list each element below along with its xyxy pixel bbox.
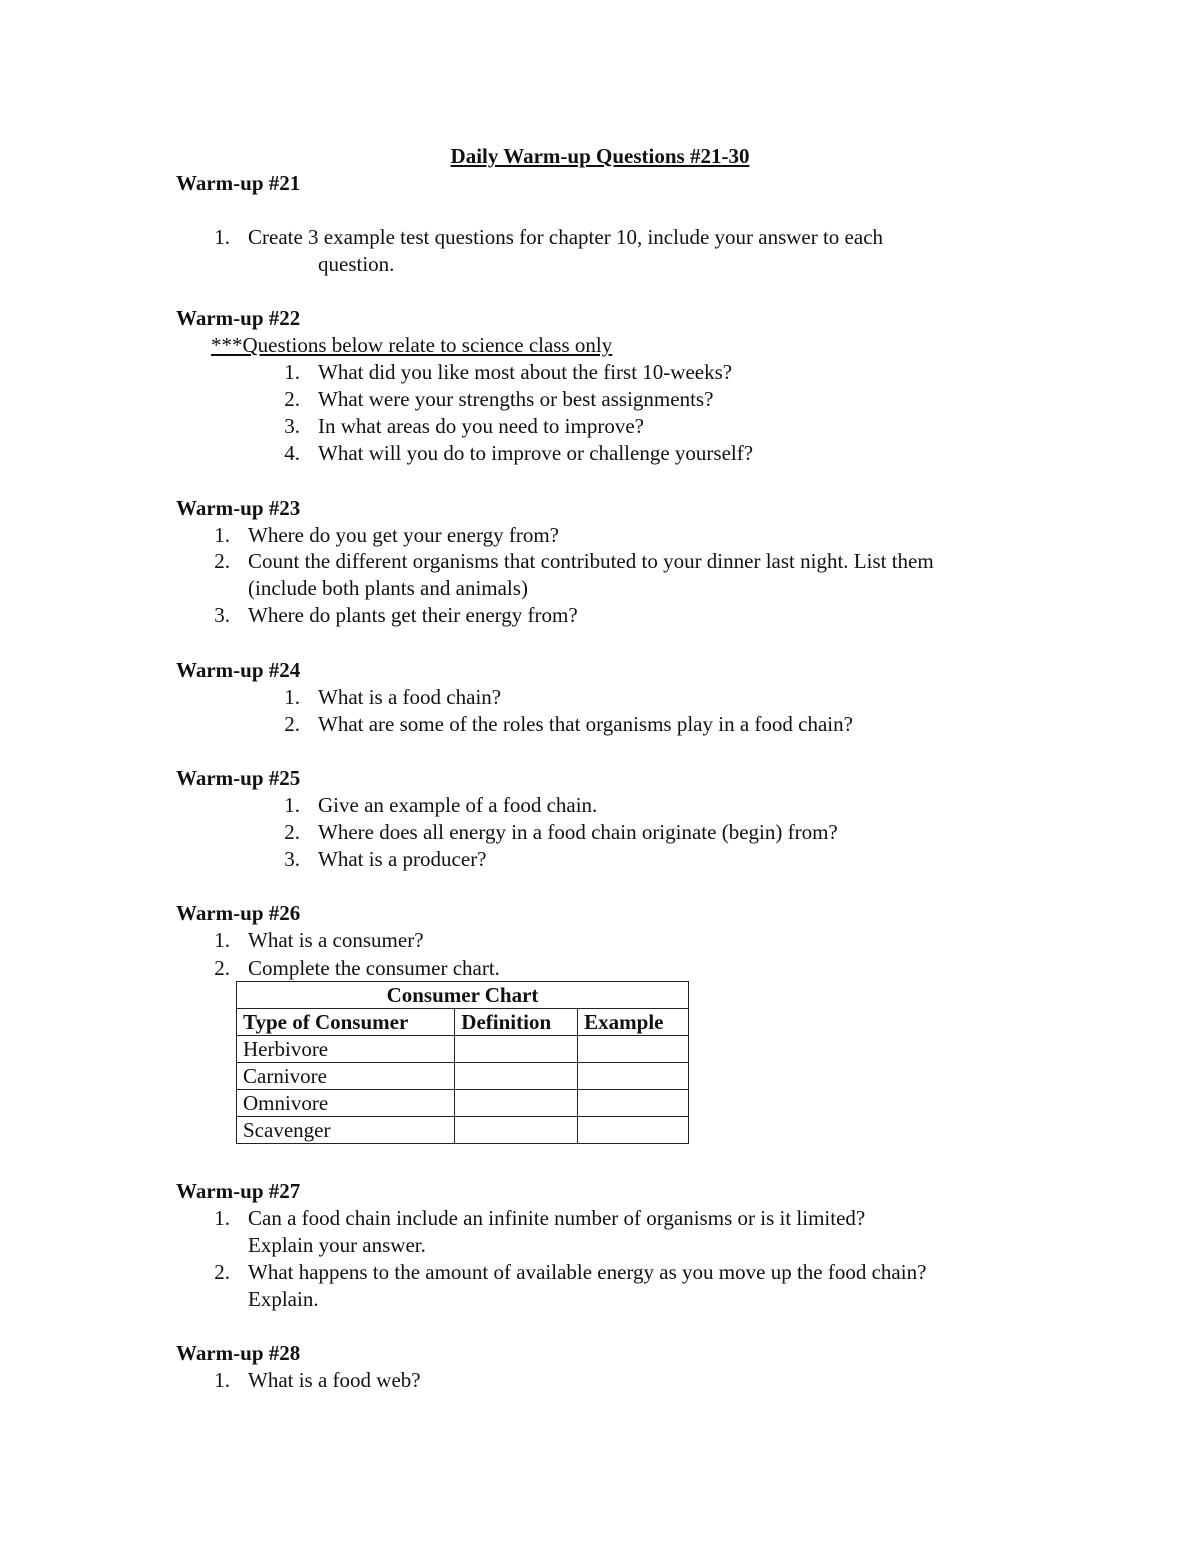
list-item: Give an example of a food chain. — [318, 793, 598, 817]
warmup-24-heading: Warm-up #24 — [176, 658, 301, 682]
consumer-chart-table — [236, 981, 689, 1144]
list-item: Can a food chain include an infinite number of organisms or is it limited? — [248, 1206, 866, 1230]
warmup-28-heading: Warm-up #28 — [176, 1341, 301, 1365]
column-header-type: Type of Consumer — [237, 1009, 455, 1036]
list-item: Create 3 example test questions for chapter 10, include your answer to each — [248, 225, 884, 249]
cell-example[interactable] — [578, 1117, 689, 1144]
list-number: 1. — [284, 793, 300, 817]
list-item: What is a food web? — [248, 1368, 421, 1392]
list-item-continuation: (include both plants and animals) — [248, 576, 528, 600]
cell-definition[interactable] — [455, 1117, 578, 1144]
table-row — [237, 1117, 689, 1144]
list-number: 2. — [284, 820, 300, 844]
list-number: 3. — [284, 847, 300, 871]
list-item: In what areas do you need to improve? — [318, 414, 644, 438]
table-row — [237, 1036, 689, 1063]
cell-definition[interactable] — [455, 1063, 578, 1090]
list-item: Complete the consumer chart. — [248, 956, 500, 980]
cell-definition[interactable] — [455, 1036, 578, 1063]
warmup-25-heading: Warm-up #25 — [176, 766, 301, 790]
list-item-continuation: Explain your answer. — [248, 1233, 426, 1257]
cell-example[interactable] — [578, 1063, 689, 1090]
list-item: What did you like most about the first 10-weeks? — [318, 360, 733, 384]
list-number: 2. — [214, 1260, 230, 1284]
list-item: What are some of the roles that organisms play in a food chain? — [318, 712, 853, 736]
warmup-26-heading: Warm-up #26 — [176, 901, 301, 925]
list-item: Where does all energy in a food chain originate (begin) from? — [318, 820, 838, 844]
table-row — [237, 1063, 689, 1090]
list-number: 1. — [214, 928, 230, 952]
column-header-example: Example — [578, 1009, 689, 1036]
list-item: What is a consumer? — [248, 928, 424, 952]
warmup-27-heading: Warm-up #27 — [176, 1179, 301, 1203]
list-number: 1. — [284, 685, 300, 709]
cell-example[interactable] — [578, 1090, 689, 1117]
list-number: 2. — [214, 549, 230, 573]
list-number: 1. — [214, 225, 230, 249]
list-number: 1. — [284, 360, 300, 384]
table-header-row — [237, 1009, 689, 1036]
cell-definition[interactable] — [455, 1090, 578, 1117]
list-number: 3. — [284, 414, 300, 438]
warmup-21-heading: Warm-up #21 — [176, 171, 301, 195]
list-number: 2. — [284, 387, 300, 411]
warmup-23-heading: Warm-up #23 — [176, 496, 301, 520]
list-item: Where do plants get their energy from? — [248, 603, 578, 627]
list-item: Count the different organisms that contributed to your dinner last night. List them — [248, 549, 934, 573]
list-item: What happens to the amount of available energy as you move up the food chain? — [248, 1260, 927, 1284]
list-number: 1. — [214, 1206, 230, 1230]
column-header-definition: Definition — [455, 1009, 578, 1036]
table-row — [237, 1090, 689, 1117]
cell-type: Herbivore — [237, 1036, 455, 1063]
cell-example[interactable] — [578, 1036, 689, 1063]
list-number: 1. — [214, 523, 230, 547]
list-item-continuation: question. — [318, 252, 395, 276]
warmup-22-note: ***Questions below relate to science class only — [211, 333, 613, 357]
page-title: Daily Warm-up Questions #21-30 — [450, 144, 750, 168]
list-number: 2. — [214, 956, 230, 980]
warmup-22-heading: Warm-up #22 — [176, 306, 301, 330]
list-item: What is a food chain? — [318, 685, 502, 709]
cell-type: Carnivore — [237, 1063, 455, 1090]
table-caption: Consumer Chart — [237, 982, 689, 1009]
list-number: 2. — [284, 712, 300, 736]
list-item: What is a producer? — [318, 847, 487, 871]
list-item: What were your strengths or best assignments? — [318, 387, 714, 411]
list-item: What will you do to improve or challenge yourself? — [318, 441, 754, 465]
list-number: 4. — [284, 441, 300, 465]
cell-type: Scavenger — [237, 1117, 455, 1144]
cell-type: Omnivore — [237, 1090, 455, 1117]
list-item: Where do you get your energy from? — [248, 523, 560, 547]
table-caption-row — [237, 982, 689, 1009]
list-number: 1. — [214, 1368, 230, 1392]
list-number: 3. — [214, 603, 230, 627]
list-item-continuation: Explain. — [248, 1287, 319, 1311]
